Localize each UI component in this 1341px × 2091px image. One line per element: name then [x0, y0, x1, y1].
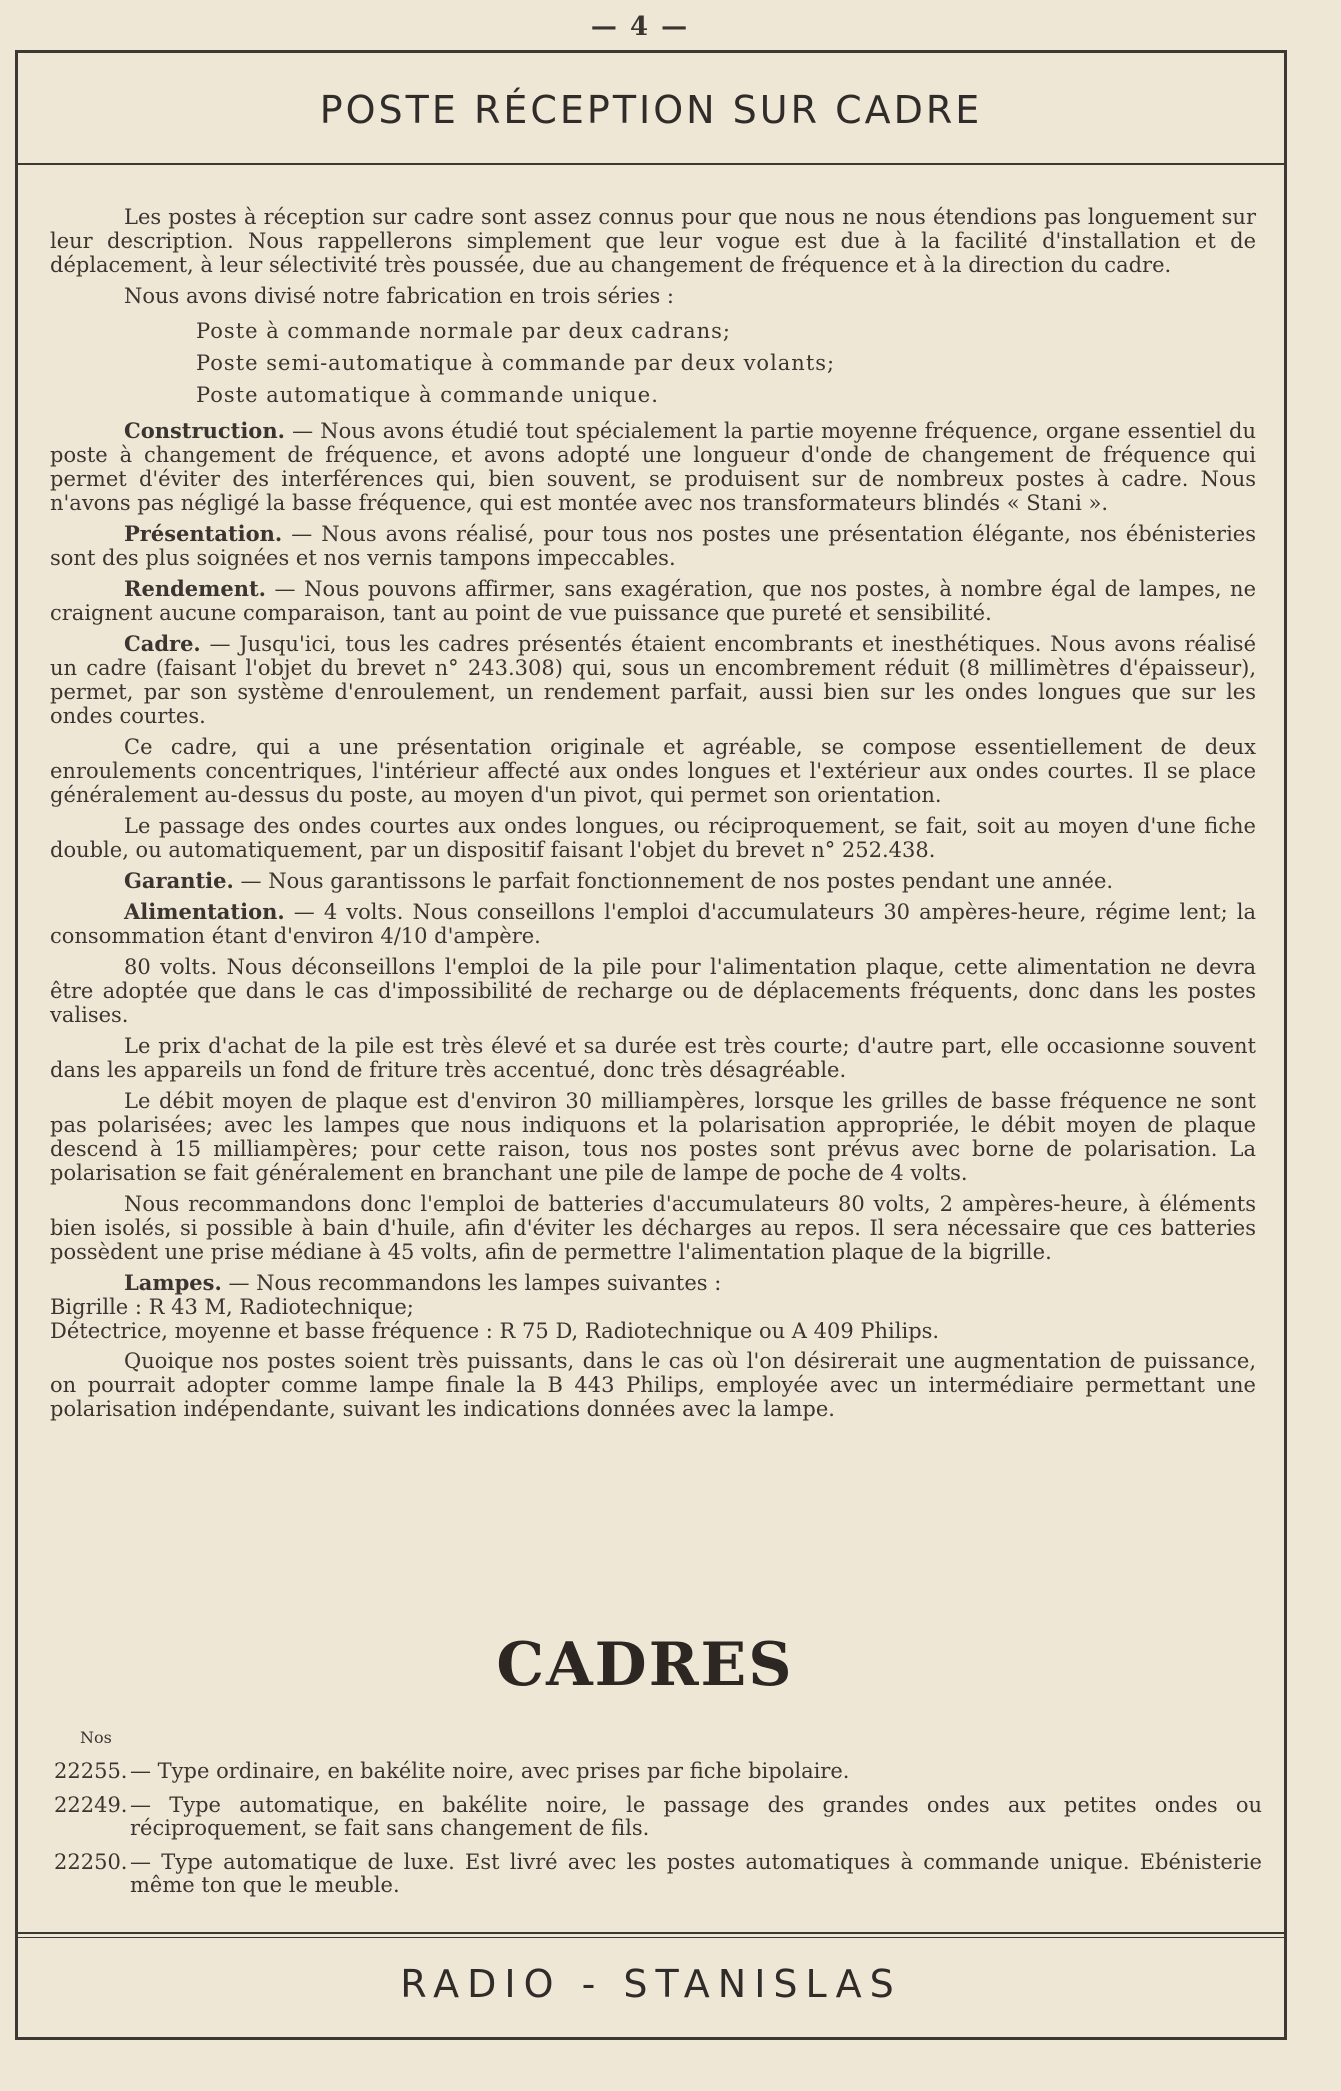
cadre-paragraph-2: Ce cadre, qui a une présentation originale et agréable, se compose essentiellement de deux enroulements concentriques, l'intérieur affecté aux ondes longues et l'extérieur aux ondes courtes. Il se place généralement au-dessus du poste, au moyen d'un pivot, qui permet son orientation. — [50, 735, 1256, 807]
article-body — [50, 205, 1256, 1428]
item-number: 22249. — [54, 1793, 128, 1817]
cadres-list — [54, 1760, 1262, 1908]
lampes-paragraph — [50, 1271, 1256, 1295]
presentation-paragraph — [50, 522, 1256, 570]
alimentation-paragraph — [50, 900, 1256, 948]
item-description: — Type automatique de luxe. Est livré avec les postes automatiques à commande unique. Ebénisterie même ton que le meuble. — [130, 1850, 1262, 1897]
alimentation-label: Alimentation. — [124, 899, 285, 924]
cadre-paragraph — [50, 632, 1256, 728]
page-number: — 4 — — [590, 12, 690, 42]
lampes-text: — Nous recommandons les lampes suivantes : — [221, 1271, 722, 1295]
brand-footer: RADIO - STANISLAS — [400, 1962, 902, 2006]
list-item — [54, 1851, 1262, 1897]
alimentation-paragraph-3: Le prix d'achat de la pile est très élevé et sa durée est très courte; d'autre part, elle occasionne souvent dans les appareils un fond de friture très accentué, donc très désagréable. — [50, 1034, 1256, 1082]
cadre-label: Cadre. — [124, 631, 201, 656]
list-item — [54, 1794, 1262, 1840]
list-item — [54, 1760, 1262, 1783]
series-item: Poste semi-automatique à commande par deux volants; — [196, 351, 836, 375]
item-number: 22255. — [54, 1759, 128, 1783]
series-item: Poste à commande normale par deux cadrans; — [196, 319, 731, 343]
presentation-label: Présentation. — [124, 521, 283, 546]
alimentation-paragraph-4: Le débit moyen de plaque est d'environ 30 milliampères, lorsque les grilles de basse fréquence ne sont pas polarisées; avec les lampes que nous indiquons et la polarisation appropriée, le débit moyen de plaque descend à 15 milliampères; pour cette raison, tous nos postes sont prévus avec borne de polarisation. La polarisation se fait généralement en branchant une pile de lampe de poche de 4 volts. — [50, 1089, 1256, 1185]
rendement-paragraph — [50, 577, 1256, 625]
construction-label: Construction. — [124, 418, 285, 443]
alimentation-paragraph-2: 80 volts. Nous déconseillons l'emploi de la pile pour l'alimentation plaque, cette alimentation ne devra être adoptée que dans le cas d'impossibilité de recharge ou de déplacements fréquents, donc dans les postes valises. — [50, 955, 1256, 1027]
cadres-heading: CADRES — [496, 1630, 794, 1700]
lampes-line: Détectrice, moyenne et basse fréquence : R 75 D, Radiotechnique ou A 409 Philips. — [50, 1319, 940, 1343]
lampes-line: Bigrille : R 43 M, Radiotechnique; — [50, 1295, 414, 1319]
cadre-text: — Jusqu'ici, tous les cadres présentés étaient encombrants et inesthétiques. Nous avons réalisé un cadre (faisant l'objet du brevet n° 243.308) qui, sous un encombrement réduit (8 millimètres d'épaisseur), permet, par son système d'enroulement, un rendement parfait, aussi bien sur les ondes longues que sur les ondes courtes. — [50, 632, 1256, 728]
garantie-paragraph — [50, 869, 1256, 893]
garantie-label: Garantie. — [124, 868, 234, 893]
construction-paragraph — [50, 419, 1256, 515]
series-item: Poste automatique à commande unique. — [196, 383, 659, 407]
alimentation-text: — 4 volts. Nous conseillons l'emploi d'accumulateurs 30 ampères-heure, régime lent; la consommation étant d'environ 4/10 d'ampère. — [50, 900, 1256, 948]
rendement-label: Rendement. — [124, 576, 266, 601]
intro-paragraph: Les postes à réception sur cadre sont assez connus pour que nous ne nous étendions pas longuement sur leur description. Nous rappellerons simplement que leur vogue est due à la facilité d'installation et de déplacement, à leur sélectivité très poussée, due au changement de fréquence et à la direction du cadre. — [50, 205, 1256, 277]
item-description: — Type automatique, en bakélite noire, le passage des grandes ondes aux petites ondes ou réciproquement, se fait sans changement de fils. — [130, 1793, 1262, 1840]
presentation-text: — Nous avons réalisé, pour tous nos postes une présentation élégante, nos ébénisteries sont des plus soignées et nos vernis tampons impeccables. — [50, 522, 1256, 570]
item-description: — Type ordinaire, en bakélite noire, avec prises par fiche bipolaire. — [130, 1759, 850, 1783]
rendement-text: — Nous pouvons affirmer, sans exagération, que nos postes, à nombre égal de lampes, ne craignent aucune comparaison, tant au point de vue puissance que pureté et sensibilité. — [50, 577, 1256, 625]
lampes-paragraph-2: Quoique nos postes soient très puissants, dans le cas où l'on désirerait une augmentation de puissance, on pourrait adopter comme lampe finale la B 443 Philips, employée avec un intermédiaire permettant une polarisation indépendante, suivant les indications données avec la lampe. — [50, 1349, 1256, 1421]
lampes-label: Lampes. — [124, 1270, 222, 1295]
cadre-paragraph-3: Le passage des ondes courtes aux ondes longues, ou réciproquement, se fait, soit au moyen d'une fiche double, ou automatiquement, par un dispositif faisant l'objet du brevet n° 252.438. — [50, 814, 1256, 862]
footer-divider — [15, 1932, 1287, 1934]
footer-divider — [15, 1937, 1287, 1938]
item-number: 22250. — [54, 1850, 128, 1874]
numbers-label: Nos — [80, 1728, 112, 1747]
alimentation-paragraph-5: Nous recommandons donc l'emploi de batteries d'accumulateurs 80 volts, 2 ampères-heure, à éléments bien isolés, si possible à bain d'huile, afin d'éviter les décharges au repos. Il sera nécessaire que ces batteries possèdent une prise médiane à 45 volts, afin de permettre l'alimentation plaque de la bigrille. — [50, 1192, 1256, 1264]
page-title: POSTE RÉCEPTION SUR CADRE — [319, 88, 983, 132]
garantie-text: — Nous garantissons le parfait fonctionnement de nos postes pendant une année. — [233, 869, 1114, 893]
series-intro: Nous avons divisé notre fabrication en trois séries : — [124, 284, 674, 308]
header-divider — [15, 163, 1287, 165]
construction-text: — Nous avons étudié tout spécialement la partie moyenne fréquence, organe essentiel du poste à changement de fréquence, et avons adopté une longueur d'onde de changement de fréquence qui permet d'éviter des interférences qui, bien souvent, se produisent sur de nombreux postes à cadre. Nous n'avons pas négligé la basse fréquence, qui est montée avec nos transformateurs blindés « Stani ». — [50, 419, 1256, 515]
